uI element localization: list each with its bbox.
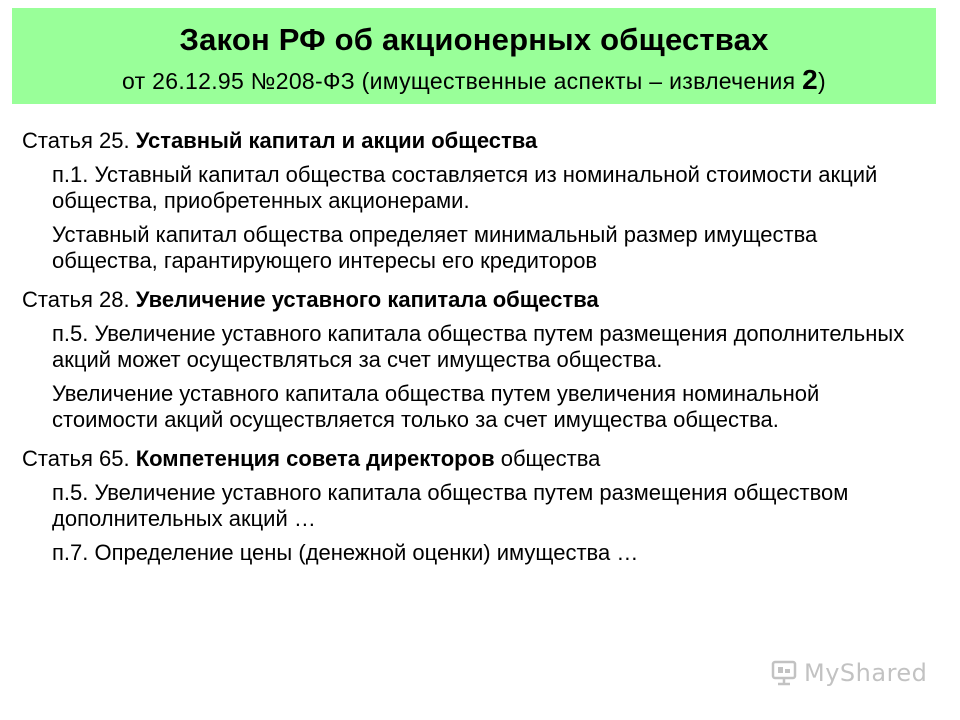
article-65 [22, 446, 922, 566]
subtitle-text: от 26.12.95 №208-ФЗ (имущественные аспекты – извлечения [122, 68, 803, 94]
article-number: Статья 28. [22, 287, 136, 312]
subtitle-close: ) [817, 68, 826, 94]
article-28 [22, 287, 922, 433]
document-body [22, 128, 922, 579]
article-heading [22, 128, 922, 154]
page-title: Закон РФ об акционерных обществах [179, 22, 769, 57]
article-paragraph: п.1. Уставный капитал общества составляется из номинальной стоимости акций общества, приобретенных акционерами. [52, 162, 878, 213]
article-paragraph: Увеличение уставного капитала общества путем увеличения номинальной стоимости акций осуществляется только за счет имущества общества. [52, 381, 820, 432]
watermark [770, 656, 930, 690]
page-subtitle [12, 66, 936, 95]
article-paragraph: п.5. Увеличение уставного капитала общества путем размещения дополнительных акций может осуществляться за счет имущества общества. [52, 321, 905, 372]
watermark-text: MyShared [804, 659, 928, 687]
article-title-suffix: общества [494, 446, 601, 471]
article-paragraph: п.5. Увеличение уставного капитала общества путем размещения обществом дополнительных акций … [52, 480, 849, 531]
title-banner [12, 8, 936, 104]
article-heading [22, 287, 922, 313]
article-heading [22, 446, 922, 472]
article-paragraph: Уставный капитал общества определяет минимальный размер имущества общества, гарантирующего интересы его кредиторов [52, 222, 818, 273]
article-title: Уставный капитал и акции общества [135, 128, 538, 153]
article-title: Увеличение уставного капитала общества [135, 287, 599, 312]
article-25 [22, 128, 922, 274]
article-number: Статья 65. [22, 446, 136, 471]
article-title: Компетенция совета директоров [135, 446, 495, 471]
article-number: Статья 25. [22, 128, 136, 153]
presentation-board-icon [770, 659, 798, 687]
article-paragraph: п.7. Определение цены (денежной оценки) имущества … [52, 540, 639, 565]
subtitle-number: 2 [802, 64, 818, 95]
